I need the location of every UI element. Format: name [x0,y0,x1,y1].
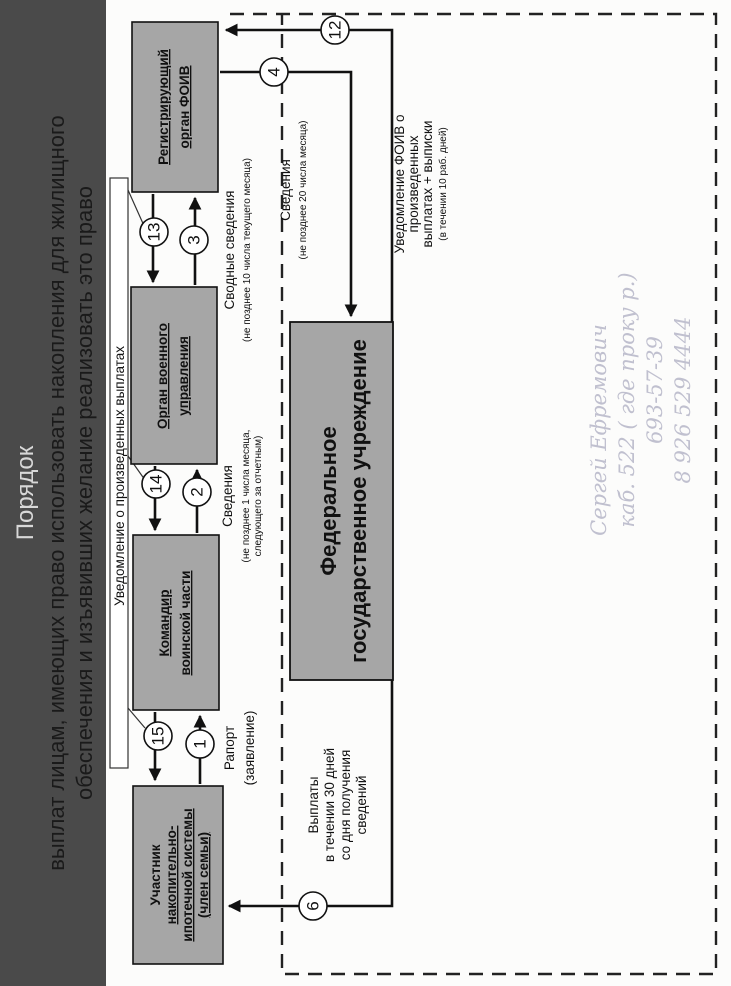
label-uvedomlenie-note: (в течении 10 раб. дней) [438,127,449,241]
label-svodnye-3: Сводные сведения [222,190,237,310]
node-military-line1: Орган военного [155,323,170,429]
handwriting-line-1: Сергей Ефремович [587,324,611,536]
node-military-authority-body [131,287,217,464]
node-registering-line2: орган ФОИВ [177,65,192,149]
label-svedeniya-4-note: (не позднее 20 числа месяца) [298,120,309,260]
label-svedeniya-4: Сведения [278,159,293,221]
node-registering-line1: Регистрирующий [156,49,171,165]
label-svedeniya-2-note2: следующего за отчетным) [253,435,264,557]
node-federal-line1: Федеральное [316,426,341,576]
node-commander-line1: Командир [157,589,172,657]
svg-text:15: 15 [148,726,168,746]
handwriting-line-2: каб. 522 ( где проку р.) [615,272,639,528]
node-federal-body [290,322,393,680]
svg-text:6: 6 [303,901,323,911]
svg-text:14: 14 [146,474,166,494]
label-uvedomlenie-3: выплатах + выписки [420,120,435,248]
title-line-1: выплат лицам, имеющих право использовать накопления для жилищного [44,115,69,871]
node-military-line2: управления [176,336,191,416]
node-participant-line3: ипотечной системы [180,808,195,942]
label-uvedomlenie-1: Уведомление ФОИВ о [392,114,407,254]
title-line-2: обеспечения и изъявивших желание реализовать это право [72,186,97,800]
label-raport-1: Рапорт [222,725,237,771]
node-registering-body [132,22,218,192]
label-vyplaty-1: Выплаты [306,776,321,834]
svg-text:4: 4 [264,67,284,77]
node-participant-line1: Участник [148,844,163,906]
node-commander-line2: воинской части [178,570,193,676]
step-15 [144,722,172,750]
step-1 [186,730,214,758]
step-2 [183,478,211,506]
label-svedeniya-2: Сведения [220,465,235,527]
label-vyplaty-4: сведений [354,775,369,835]
node-participant-line4: (член семьи) [196,831,211,919]
label-svedeniya-2-note1: (не позднее 1 числа месяца, [241,429,252,563]
svg-text:3: 3 [184,235,204,245]
svg-text:2: 2 [187,487,207,497]
leader-13 [128,190,145,228]
notification-label: Уведомление о произведенных выплатах [112,346,127,606]
step-14 [142,470,170,498]
step-13 [140,218,168,246]
label-svodnye-3-note: (не позднее 10 числа текущего месяца) [242,158,253,342]
svg-text:1: 1 [190,739,210,749]
step-4 [260,58,288,86]
title-heading: Порядок [12,445,39,541]
step-12 [321,16,349,44]
handwriting-line-4: 8 926 529 4444 [671,316,695,484]
svg-text:12: 12 [325,20,345,40]
label-vyplaty-2: в течении 30 дней [322,748,337,862]
node-federal-line2: государственное учреждение [346,339,371,663]
svg-text:13: 13 [144,222,164,242]
node-participant-line2: накопительно- [164,825,179,925]
node-commander-body [133,535,219,710]
handwriting-line-3: 693-57-39 [643,336,667,444]
step-3 [180,226,208,254]
leader-15 [128,708,145,728]
step-6 [299,892,327,920]
label-vyplaty-3: со дня получения [338,749,353,861]
label-raport-2: (заявление) [242,710,257,786]
label-uvedomlenie-2: произведенных [406,135,421,233]
